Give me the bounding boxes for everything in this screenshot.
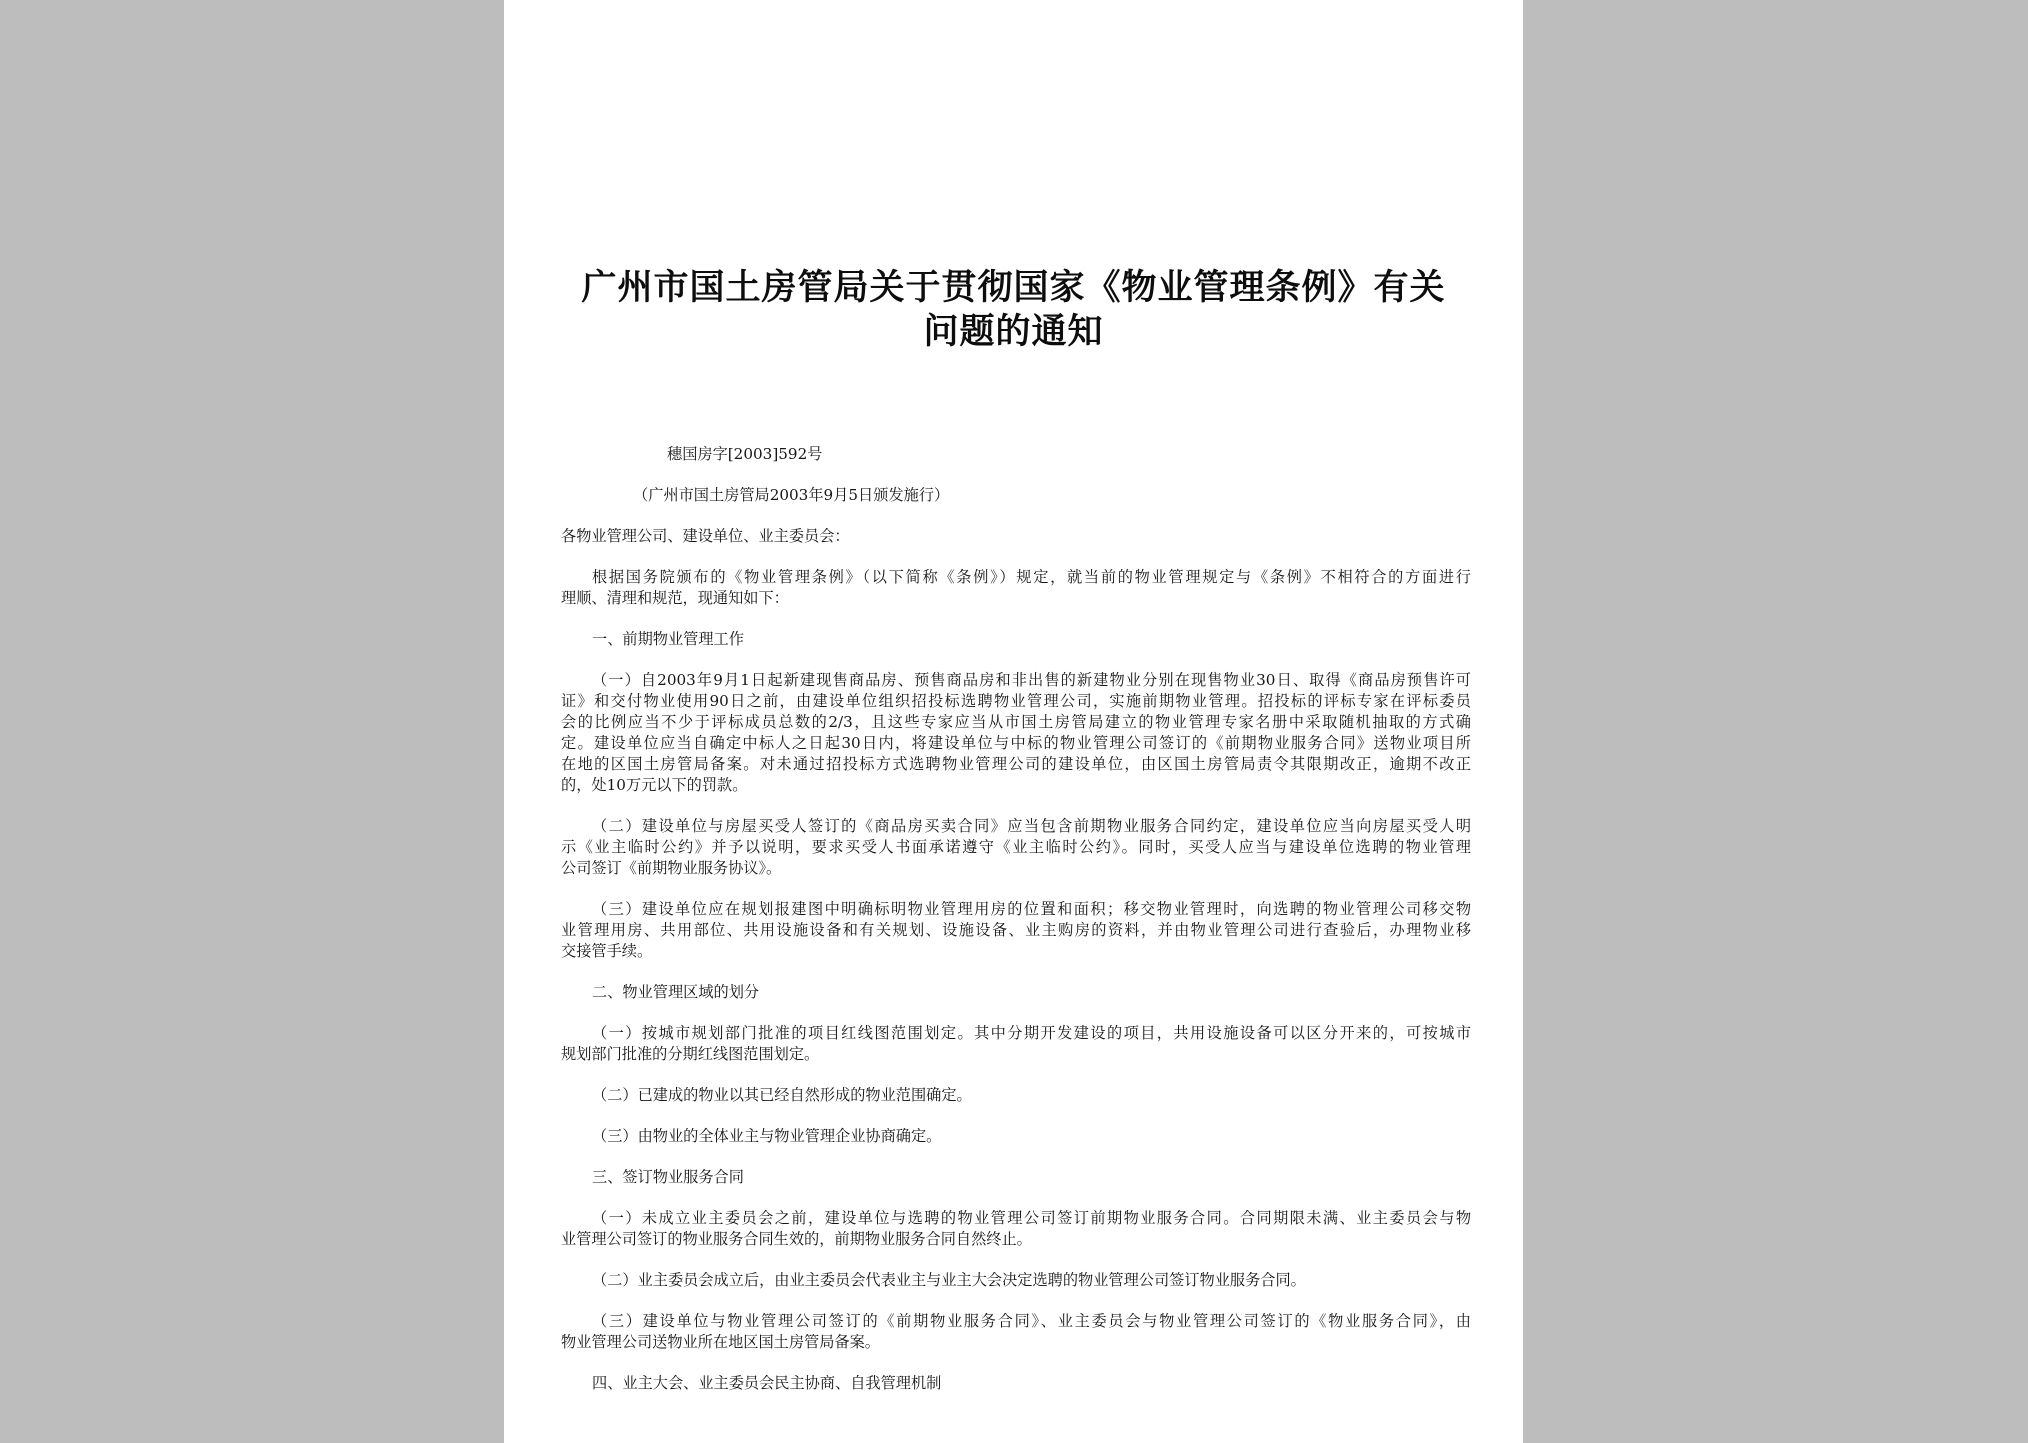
document-title-line-2: 问题的通知 [923, 311, 1104, 352]
paragraph-line: （三）建设单位应在规划报建图中明确标明物业管理用房的位置和面积；移交物业管理时，向选聘的物业管理公司移交物 [592, 900, 1471, 918]
salutation: 各物业管理公司、建设单位、业主委员会： [561, 527, 850, 545]
section-heading: 三、签订物业服务合同 [592, 1168, 744, 1186]
paragraph-line: （一）按城市规划部门批准的项目红线图范围划定。其中分期开发建设的项目，共用设施设备可以区分开来的，可按城市 [592, 1024, 1471, 1042]
paragraph-line: （二）建设单位与房屋买受人签订的《商品房买卖合同》应当包含前期物业服务合同约定，建设单位应当向房屋买受人明 [592, 817, 1471, 835]
paragraph-line: 业管理用房、共用部位、共用设施设备和有关规划、设施设备、业主购房的资料，并由物业管理公司进行查验后，办理物业移 [561, 921, 1471, 939]
doc-number: 穗国房字[2003]592号 [667, 445, 823, 463]
paragraph-line: 示《业主临时公约》并予以说明，要求买受人书面承诺遵守《业主临时公约》。同时，买受人应当与建设单位选聘的物业管理 [561, 838, 1471, 856]
paragraph-line: 物业管理公司送物业所在地区国土房管局备案。 [561, 1333, 880, 1351]
issuance-note: （广州市国土房管局2003年9月5日颁发施行） [633, 486, 950, 504]
section-heading: 四、业主大会、业主委员会民主协商、自我管理机制 [592, 1374, 942, 1392]
paragraph-line: 的，处10万元以下的罚款。 [561, 776, 748, 794]
paragraph-line: （二）已建成的物业以其已经自然形成的物业范围确定。 [592, 1086, 972, 1104]
paragraph-line: （三）建设单位与物业管理公司签订的《前期物业服务合同》、业主委员会与物业管理公司签订的《物业服务合同》，由 [592, 1312, 1471, 1330]
intro-line: 根据国务院颁布的《物业管理条例》（以下简称《条例》）规定，就当前的物业管理规定与《条例》不相符合的方面进行 [592, 568, 1471, 586]
paragraph-line: 会的比例应当不少于评标成员总数的2/3，且这些专家应当从市国土房管局建立的物业管理专家名册中采取随机抽取的方式确 [561, 713, 1471, 731]
paragraph-line: （一）未成立业主委员会之前，建设单位与选聘的物业管理公司签订前期物业服务合同。合同期限未满、业主委员会与物 [592, 1209, 1471, 1227]
document-page [504, 0, 1523, 1443]
paragraph-line: 证》和交付物业使用90日之前，由建设单位组织招投标选聘物业管理公司，实施前期物业管理。招投标的评标专家在评标委员 [561, 692, 1471, 710]
paragraph-line: 公司签订《前期物业服务协议》。 [561, 859, 782, 877]
section-heading: 一、前期物业管理工作 [592, 630, 744, 648]
section-heading: 二、物业管理区域的划分 [592, 983, 760, 1001]
paragraph-line: 交接管手续。 [561, 942, 653, 960]
paragraph-line: （一）自2003年9月1日起新建现售商品房、预售商品房和非出售的新建物业分别在现售物业30日、取得《商品房预售许可 [592, 671, 1471, 689]
document-title-line-1: 广州市国土房管局关于贯彻国家《物业管理条例》有关 [581, 267, 1446, 308]
intro-line: 理顺、清理和规范，现通知如下： [561, 589, 789, 607]
paragraph-line: 规划部门批准的分期红线图范围划定。 [561, 1045, 820, 1063]
paragraph-line: （三）由物业的全体业主与物业管理企业协商确定。 [592, 1127, 942, 1145]
paragraph-line: （二）业主委员会成立后，由业主委员会代表业主与业主大会决定选聘的物业管理公司签订物业服务合同。 [592, 1271, 1306, 1289]
paragraph-line: 定。建设单位应当自确定中标人之日起30日内，将建设单位与中标的物业管理公司签订的《前期物业服务合同》送物业项目所 [561, 734, 1471, 752]
paragraph-line: 在地的区国土房管局备案。对未通过招投标方式选聘物业管理公司的建设单位，由区国土房管局责令其限期改正，逾期不改正 [561, 755, 1471, 773]
paragraph-line: 业管理公司签订的物业服务合同生效的，前期物业服务合同自然终止。 [561, 1230, 1032, 1248]
